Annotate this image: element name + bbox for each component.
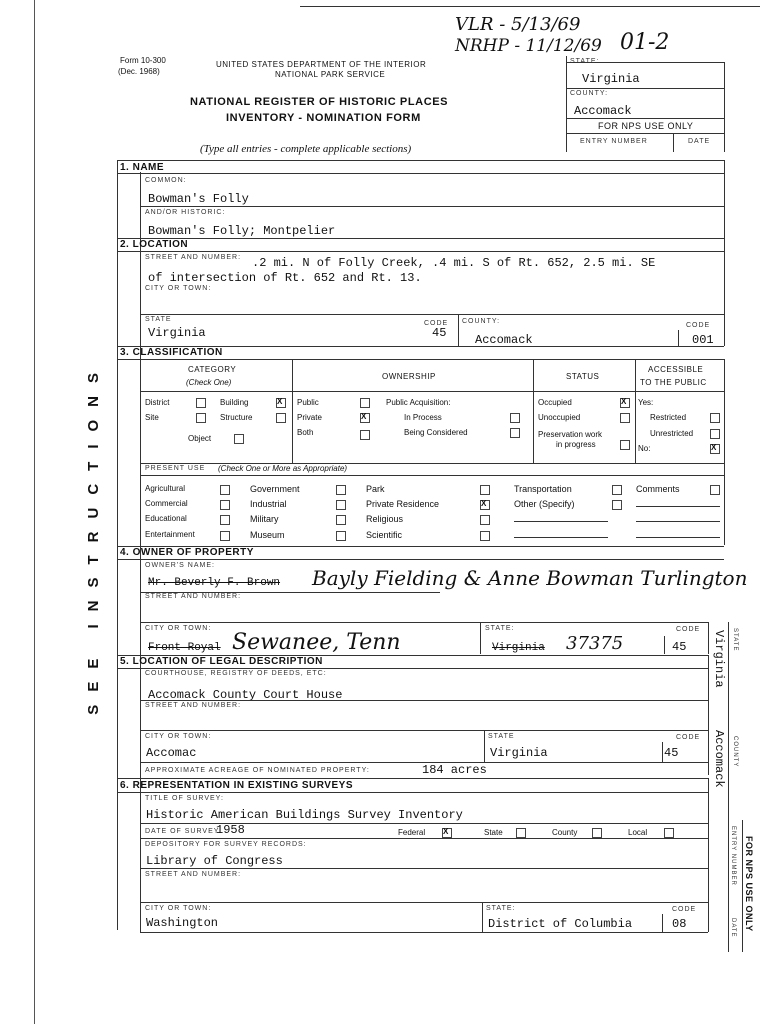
transportation-checkbox[interactable] xyxy=(612,485,622,495)
no-label: No: xyxy=(638,444,651,453)
s2-state-label: STATE xyxy=(145,316,172,323)
use-military: Military xyxy=(250,514,279,524)
s6-code-label: CODE xyxy=(672,906,697,913)
status-heading: STATUS xyxy=(566,372,600,381)
s5-state-value: Virginia xyxy=(490,746,548,760)
private-x: X xyxy=(361,412,367,421)
section-6-title: 6. REPRESENTATION IN EXISTING SURVEYS xyxy=(120,780,353,791)
private-residence-x: X xyxy=(481,499,487,508)
s4-code-label: CODE xyxy=(676,626,701,633)
state-survey-label: State xyxy=(484,828,503,837)
entry-number-label: ENTRY NUMBER xyxy=(580,138,648,145)
s2-county-value: Accomack xyxy=(475,333,533,347)
s2-code-divider xyxy=(678,330,679,346)
use-park: Park xyxy=(366,484,385,494)
left-margin-line xyxy=(34,0,35,1024)
entertainment-checkbox[interactable] xyxy=(220,531,230,541)
occupied-x: X xyxy=(621,397,627,406)
s5-city-value: Accomac xyxy=(146,746,197,760)
use-government: Government xyxy=(250,484,300,494)
s2-county-code: 001 xyxy=(692,333,714,347)
common-label: COMMON: xyxy=(145,177,187,184)
city-handwritten: Sewanee, Tenn xyxy=(232,630,401,655)
being-considered-label: Being Considered xyxy=(404,428,468,437)
s6-depository-line xyxy=(140,838,708,839)
street-line-1: .2 mi. N of Folly Creek, .4 mi. S of Rt. 652, 2.5 mi. SE xyxy=(252,256,656,270)
being-considered-checkbox[interactable] xyxy=(510,428,520,438)
s2-county-code-label: CODE xyxy=(686,322,711,329)
s5-street-label: STREET AND NUMBER: xyxy=(145,702,242,709)
s3-subheader-line xyxy=(140,391,724,392)
s4-code-divider xyxy=(664,636,665,654)
comments-checkbox[interactable] xyxy=(710,485,720,495)
federal-x: X xyxy=(443,827,449,836)
use-educational: Educational xyxy=(145,514,187,523)
s2-header-line xyxy=(117,251,724,252)
use-museum: Museum xyxy=(250,530,285,540)
s5-city-line xyxy=(140,730,708,731)
side-entry-number: ENTRY NUMBER xyxy=(730,826,736,886)
zip-handwritten: 37375 xyxy=(566,633,624,654)
s6-code: 08 xyxy=(672,917,687,931)
s5-state-label: STATE xyxy=(488,733,515,740)
county-label: COUNTY: xyxy=(570,90,609,97)
military-checkbox[interactable] xyxy=(336,515,346,525)
state-value: Virginia xyxy=(582,72,640,86)
both-checkbox[interactable] xyxy=(360,430,370,440)
s2-right-border xyxy=(724,314,725,346)
form-title-2: INVENTORY - NOMINATION FORM xyxy=(226,112,421,124)
acreage-label: APPROXIMATE ACREAGE OF NOMINATED PROPERTY: xyxy=(145,767,370,774)
ownership-heading: OWNERSHIP xyxy=(382,372,436,381)
nps-use-only: FOR NPS USE ONLY xyxy=(598,121,694,131)
state-box-line3 xyxy=(566,133,724,134)
comments-line-2 xyxy=(636,521,720,522)
s2-state-code: 45 xyxy=(432,326,447,340)
s2-code-label: CODE xyxy=(424,320,449,327)
s5-state-divider xyxy=(484,730,485,762)
yes-label: Yes: xyxy=(638,398,654,407)
commercial-checkbox[interactable] xyxy=(220,500,230,510)
public-checkbox[interactable] xyxy=(360,398,370,408)
county-value: Accomack xyxy=(574,104,632,118)
see-instructions: SEE INSTRUCTIONS xyxy=(85,360,102,715)
comments-line-1 xyxy=(636,506,720,507)
side-column-line xyxy=(728,622,729,952)
use-transportation: Transportation xyxy=(514,484,572,494)
unoccupied-label: Unoccupied xyxy=(538,413,581,422)
s3-col-div-1 xyxy=(292,359,293,463)
government-checkbox[interactable] xyxy=(336,485,346,495)
both-label: Both xyxy=(297,428,314,437)
s6-state-value: District of Columbia xyxy=(488,917,633,931)
top-border-line xyxy=(300,6,760,7)
s2-county-label: COUNTY: xyxy=(462,318,501,325)
s6-right-border xyxy=(708,778,709,932)
state-box-left xyxy=(566,56,567,152)
common-name: Bowman's Folly xyxy=(148,192,249,206)
s6-state-label: STATE: xyxy=(486,905,516,912)
s3-col-div-3 xyxy=(635,359,636,463)
state-survey-checkbox[interactable] xyxy=(516,828,526,838)
section-4-title: 4. OWNER OF PROPERTY xyxy=(120,547,254,558)
private-label: Private xyxy=(297,413,322,422)
structure-label: Structure xyxy=(220,413,253,422)
s6-state-divider xyxy=(482,902,483,932)
depository-value: Library of Congress xyxy=(146,854,283,868)
district-checkbox[interactable] xyxy=(196,398,206,408)
side-nps-use-only: FOR NPS USE ONLY xyxy=(744,836,754,932)
form-left-border xyxy=(117,160,118,930)
s6-top xyxy=(117,778,708,779)
owners-name-label: OWNER'S NAME: xyxy=(145,562,215,569)
county-survey-label: County xyxy=(552,828,578,837)
section-2-title: 2. LOCATION xyxy=(120,239,189,250)
agricultural-checkbox[interactable] xyxy=(220,485,230,495)
date-label: DATE xyxy=(688,138,711,145)
state-label: STATE: xyxy=(570,58,600,65)
s3-use-line-2 xyxy=(140,475,724,476)
use-agricultural: Agricultural xyxy=(145,484,186,493)
section-3-title: 3. CLASSIFICATION xyxy=(120,347,223,358)
county-survey-checkbox[interactable] xyxy=(592,828,602,838)
side-state-label: STATE xyxy=(732,628,738,652)
in-process-label: In Process xyxy=(404,413,442,422)
s4-state-label: STATE: xyxy=(485,625,515,632)
s4-state-struck: Virginia xyxy=(492,642,545,654)
section-5-title: 5. LOCATION OF LEGAL DESCRIPTION xyxy=(120,656,323,667)
public-label: Public xyxy=(297,398,319,407)
s3-col-div-2 xyxy=(533,359,534,463)
use-entertainment: Entertainment xyxy=(145,530,195,539)
public-acquisition-label: Public Acquisition: xyxy=(386,398,451,407)
s1-header-line xyxy=(117,173,724,174)
s6-city-label: CITY OR TOWN: xyxy=(145,905,212,912)
s6-city-value: Washington xyxy=(146,916,219,930)
preservation-label-1: Preservation work xyxy=(538,430,603,439)
use-commercial: Commercial xyxy=(145,499,188,508)
s4-state-divider xyxy=(480,622,481,654)
check-one: (Check One) xyxy=(186,378,232,387)
section-1-title: 1. NAME xyxy=(120,162,165,173)
s6-city-line xyxy=(140,902,708,903)
accessible-heading-2: TO THE PUBLIC xyxy=(640,378,707,387)
comments-line-3 xyxy=(636,537,720,538)
building-label: Building xyxy=(220,398,249,407)
s4-city-line xyxy=(140,622,708,623)
survey-date: 1958 xyxy=(216,823,245,837)
s3-right-border xyxy=(724,359,725,545)
s5-header-line xyxy=(117,668,708,669)
s1-top xyxy=(117,160,724,161)
street-label: STREET AND NUMBER: xyxy=(145,254,242,261)
side-county-label: COUNTY xyxy=(732,736,738,768)
unrestricted-checkbox[interactable] xyxy=(710,429,720,439)
city-label: CITY OR TOWN: xyxy=(145,285,212,292)
s6-header-line xyxy=(117,792,708,793)
s4-city-label: CITY OR TOWN: xyxy=(145,625,212,632)
use-scientific: Scientific xyxy=(366,530,403,540)
s4-street-label: STREET AND NUMBER: xyxy=(145,593,242,600)
form-date: (Dec. 1968) xyxy=(118,67,160,76)
s4-right-border xyxy=(708,622,709,654)
state-box-right xyxy=(724,62,725,152)
restricted-checkbox[interactable] xyxy=(710,413,720,423)
department-name: UNITED STATES DEPARTMENT OF THE INTERIOR xyxy=(216,60,427,69)
scientific-checkbox[interactable] xyxy=(480,531,490,541)
s6-street-label: STREET AND NUMBER: xyxy=(145,871,242,878)
other-specify-line-2 xyxy=(514,537,608,538)
s3-header-line xyxy=(117,359,724,360)
district-label: District xyxy=(145,398,170,407)
s4-header-line xyxy=(117,559,724,560)
s5-city-label: CITY OR TOWN: xyxy=(145,733,212,740)
category-heading: CATEGORY xyxy=(188,365,237,374)
courthouse-label: COURTHOUSE, REGISTRY OF DEEDS, ETC: xyxy=(145,670,327,677)
survey-date-label: DATE OF SURVEY: xyxy=(145,828,222,835)
s5-code-divider xyxy=(662,742,663,762)
s6-street-line xyxy=(140,868,708,869)
s4-code: 45 xyxy=(672,640,687,654)
structure-checkbox[interactable] xyxy=(276,413,286,423)
s2-state-value: Virginia xyxy=(148,326,206,340)
educational-checkbox[interactable] xyxy=(220,515,230,525)
local-survey-checkbox[interactable] xyxy=(664,828,674,838)
state-box-line2 xyxy=(566,118,724,119)
unrestricted-label: Unrestricted xyxy=(650,429,694,438)
s6-bottom xyxy=(140,932,708,933)
nrhp-annotation: NRHP - 11/12/69 xyxy=(455,36,602,56)
s6-code-divider xyxy=(662,914,663,932)
park-checkbox[interactable] xyxy=(480,485,490,495)
object-label: Object xyxy=(188,434,212,443)
vlr-annotation: VLR - 5/13/69 xyxy=(455,14,581,35)
occupied-label: Occupied xyxy=(538,398,572,407)
federal-label: Federal xyxy=(398,828,426,837)
local-survey-label: Local xyxy=(628,828,648,837)
preservation-label-2: in progress xyxy=(556,440,596,449)
preservation-checkbox[interactable] xyxy=(620,440,630,450)
object-checkbox[interactable] xyxy=(234,434,244,444)
s5-side-accomack: Accomack xyxy=(712,730,726,788)
s4-mid xyxy=(140,592,440,593)
entry-date-divider xyxy=(673,133,674,152)
service-name: NATIONAL PARK SERVICE xyxy=(275,70,386,79)
owner-handwritten: Bayly Fielding & Anne Bowman Turlington xyxy=(312,566,748,590)
industrial-checkbox[interactable] xyxy=(336,500,346,510)
acreage-value: 184 acres xyxy=(422,763,487,777)
reference-annotation: 01-2 xyxy=(620,30,670,55)
s2-divider xyxy=(458,314,459,346)
museum-checkbox[interactable] xyxy=(336,531,346,541)
s1-mid xyxy=(140,206,724,207)
s2-mid xyxy=(140,314,724,315)
present-use-label: PRESENT USE xyxy=(145,465,206,472)
use-religious: Religious xyxy=(366,514,404,524)
restricted-label: Restricted xyxy=(650,413,687,422)
s5-code: 45 xyxy=(664,746,679,760)
other-specify-line-1 xyxy=(514,521,608,522)
state-box-mid xyxy=(566,88,724,89)
s2-top xyxy=(117,238,724,239)
use-other: Other (Specify) xyxy=(514,499,575,509)
building-x: X xyxy=(277,397,283,406)
street-line-2: of intersection of Rt. 652 and Rt. 13. xyxy=(148,271,422,285)
form-right-border xyxy=(724,160,725,320)
use-industrial: Industrial xyxy=(250,499,287,509)
side-date: DATE xyxy=(730,918,736,938)
survey-title: Historic American Buildings Survey Inventory xyxy=(146,808,463,822)
courthouse-value: Accomack County Court House xyxy=(148,688,343,702)
use-private-residence: Private Residence xyxy=(366,499,440,509)
historic-label: AND/OR HISTORIC: xyxy=(145,209,226,216)
s4-side-virginia: Virginia xyxy=(712,630,726,688)
unoccupied-checkbox[interactable] xyxy=(620,413,630,423)
in-process-checkbox[interactable] xyxy=(510,413,520,423)
no-x: X xyxy=(711,443,717,452)
religious-checkbox[interactable] xyxy=(480,515,490,525)
form-number: Form 10-300 xyxy=(120,56,166,65)
form-title-1: NATIONAL REGISTER OF HISTORIC PLACES xyxy=(190,96,449,108)
other-checkbox[interactable] xyxy=(612,500,622,510)
accessible-heading-1: ACCESSIBLE xyxy=(648,365,704,374)
site-checkbox[interactable] xyxy=(196,413,206,423)
check-appropriate: (Check One or More as Appropriate) xyxy=(218,464,348,473)
city-struck: Front Royal xyxy=(148,642,221,654)
use-comments: Comments xyxy=(636,484,680,494)
survey-title-label: TITLE OF SURVEY: xyxy=(145,795,224,802)
s5-right-border xyxy=(708,655,709,775)
side-outer-line xyxy=(742,820,743,952)
s5-code-label: CODE xyxy=(676,734,701,741)
s5-mid xyxy=(140,700,708,701)
form-instructions: (Type all entries - complete applicable sections) xyxy=(200,143,412,155)
owner-struck: Mr. Beverly F. Brown xyxy=(148,577,281,589)
depository-label: DEPOSITORY FOR SURVEY RECORDS: xyxy=(145,841,307,848)
historic-name: Bowman's Folly; Montpelier xyxy=(148,224,336,238)
site-label: Site xyxy=(145,413,159,422)
